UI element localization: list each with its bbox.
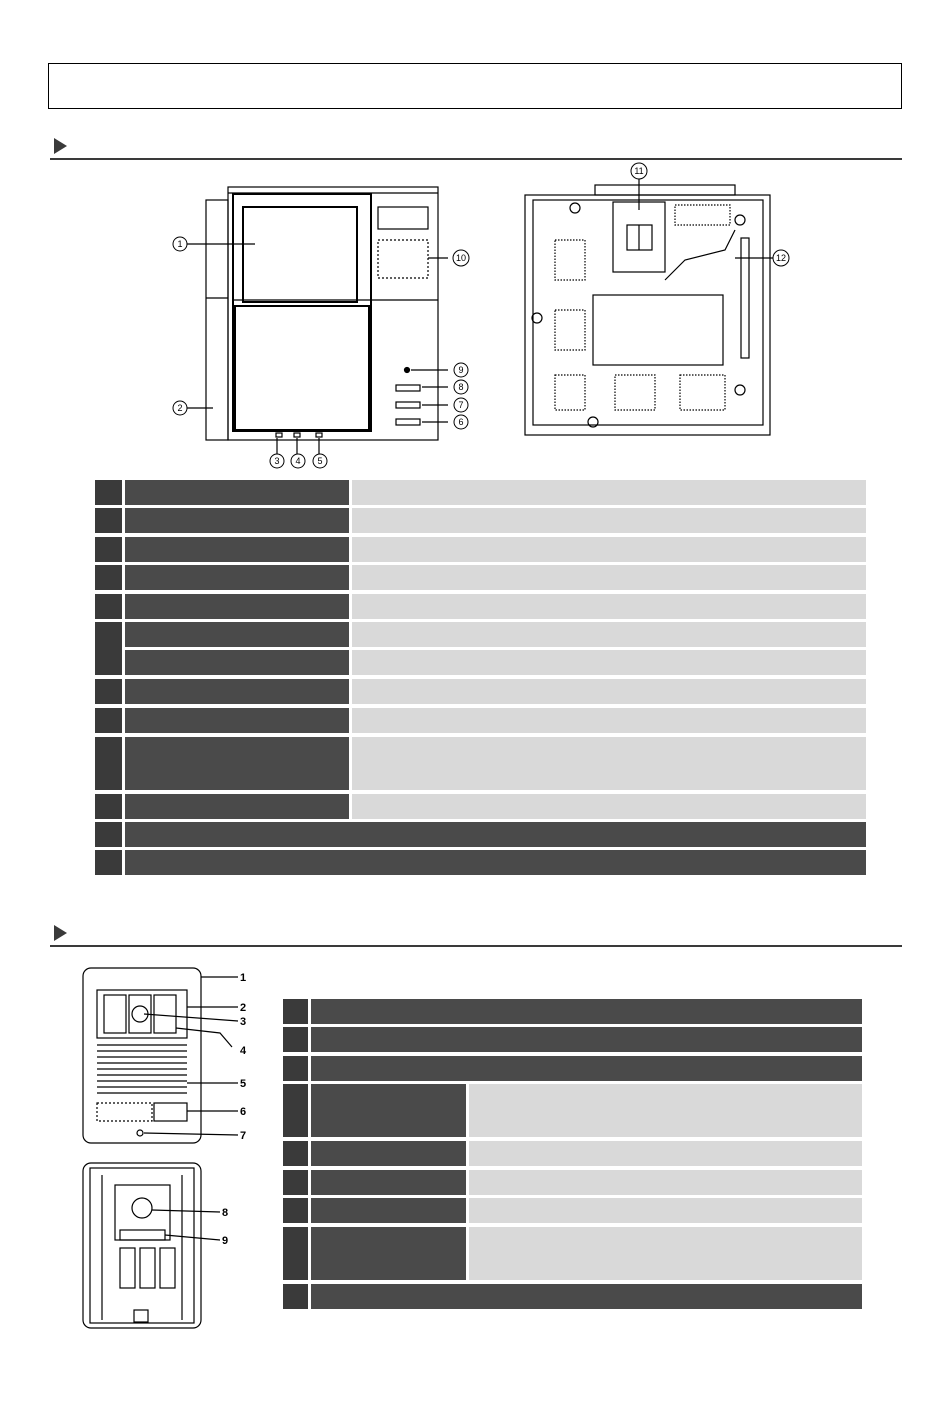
part-description-cell [469, 1084, 862, 1137]
row-number-cell [95, 537, 122, 562]
part-name-cell [125, 679, 349, 704]
row-number-cell [95, 508, 122, 533]
row-number-cell [283, 999, 308, 1024]
part-name-cell [125, 594, 349, 619]
callout-6 [454, 415, 468, 429]
part-full-cell [311, 999, 862, 1024]
row-number-cell [283, 1227, 308, 1280]
callout-10 [453, 250, 469, 266]
part-description-cell [352, 565, 866, 590]
part-name-cell [125, 708, 349, 733]
callout-4: 4 [240, 1045, 247, 1057]
row-number-cell [95, 708, 122, 733]
svg-text:3: 3 [274, 456, 280, 466]
part-description-cell [469, 1227, 862, 1280]
svg-text:8: 8 [458, 382, 464, 392]
part-description-cell [352, 794, 866, 819]
part-description-cell [352, 594, 866, 619]
part-name-cell [311, 1141, 466, 1166]
part-description-cell [352, 480, 866, 505]
svg-text:7: 7 [458, 400, 464, 410]
row-number-cell [95, 480, 122, 505]
part-name-cell [311, 1227, 466, 1280]
row-number-cell [95, 594, 122, 619]
callout-7: 7 [240, 1130, 247, 1142]
part-full-cell [311, 1027, 862, 1052]
row-number-cell [95, 850, 122, 875]
page-title-box [48, 63, 902, 109]
callout-8 [454, 380, 468, 394]
row-number-cell [283, 1084, 308, 1137]
callout-11 [631, 163, 647, 179]
door-station-back-diagram [80, 1160, 255, 1335]
row-number-cell [95, 565, 122, 590]
row-number-cell [283, 1198, 308, 1223]
svg-text:11: 11 [634, 166, 644, 176]
svg-text:4: 4 [295, 456, 301, 466]
callout-8: 8 [222, 1207, 229, 1219]
callout-5: 5 [240, 1078, 247, 1090]
callout-5 [313, 454, 327, 468]
row-number-cell [95, 622, 122, 675]
part-name-cell [125, 565, 349, 590]
part-name-cell [125, 508, 349, 533]
part-description-cell [469, 1198, 862, 1223]
part-name-cell [125, 480, 349, 505]
part-description-cell [352, 650, 866, 675]
part-description-cell [469, 1141, 862, 1166]
part-full-cell [311, 1284, 862, 1309]
part-name-cell [311, 1084, 466, 1137]
part-name-cell [125, 537, 349, 562]
callout-2 [173, 401, 187, 415]
part-name-cell [125, 794, 349, 819]
section-rule [50, 945, 902, 947]
part-description-cell [352, 679, 866, 704]
svg-text:5: 5 [317, 456, 323, 466]
callout-1 [173, 237, 187, 251]
callout-12 [773, 250, 789, 266]
part-description-cell [352, 508, 866, 533]
row-number-cell [283, 1141, 308, 1166]
callout-2: 2 [240, 1002, 247, 1014]
svg-text:12: 12 [775, 253, 787, 263]
row-number-cell [95, 822, 122, 847]
row-number-cell [95, 737, 122, 790]
section-door-station-header [50, 925, 902, 947]
part-description-cell [352, 537, 866, 562]
callout-6: 6 [240, 1106, 247, 1118]
row-number-cell [95, 794, 122, 819]
row-number-cell [95, 679, 122, 704]
part-name-cell [125, 737, 349, 790]
callout-4 [291, 454, 305, 468]
monitor-front-diagram [165, 180, 485, 470]
section-arrow-icon [54, 138, 67, 154]
callout-3 [270, 454, 284, 468]
part-name-cell [125, 622, 349, 647]
door-station-front-diagram [80, 965, 255, 1150]
callout-1: 1 [240, 972, 247, 984]
row-number-cell [283, 1027, 308, 1052]
part-full-cell [125, 822, 866, 847]
row-number-cell [283, 1170, 308, 1195]
section-monitor-header [50, 138, 902, 160]
part-description-cell [352, 708, 866, 733]
part-description-cell [352, 622, 866, 647]
monitor-back-diagram [515, 160, 805, 440]
callout-9 [454, 363, 468, 377]
part-full-cell [125, 850, 866, 875]
callout-3: 3 [240, 1016, 247, 1028]
row-number-cell [283, 1056, 308, 1081]
svg-text:9: 9 [458, 365, 464, 375]
part-description-cell [352, 737, 866, 790]
section-arrow-icon [54, 925, 67, 941]
svg-text:1: 1 [177, 239, 183, 249]
svg-text:6: 6 [458, 417, 464, 427]
part-name-cell [125, 650, 349, 675]
svg-text:10: 10 [455, 253, 467, 263]
part-full-cell [311, 1056, 862, 1081]
part-name-cell [311, 1198, 466, 1223]
part-description-cell [469, 1170, 862, 1195]
svg-text:2: 2 [177, 403, 183, 413]
callout-9: 9 [222, 1235, 229, 1247]
callout-7 [454, 398, 468, 412]
row-number-cell [283, 1284, 308, 1309]
part-name-cell [311, 1170, 466, 1195]
